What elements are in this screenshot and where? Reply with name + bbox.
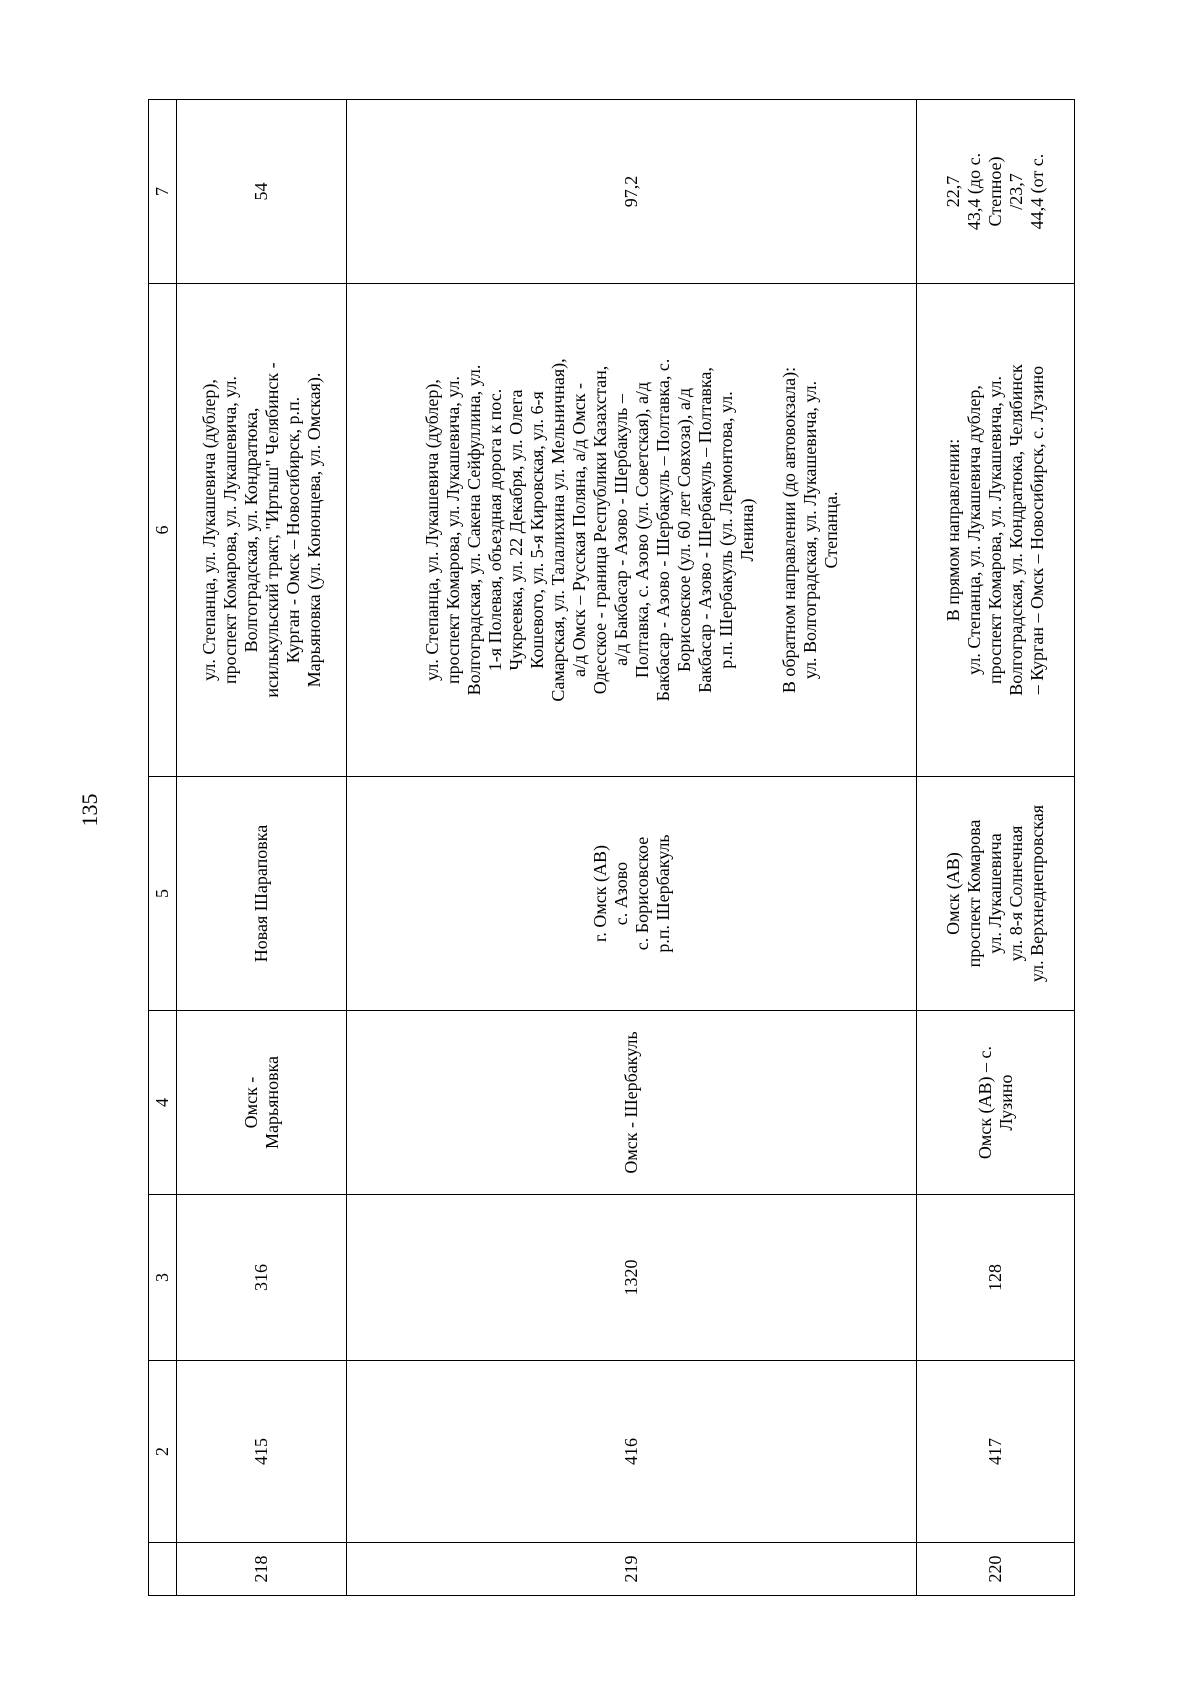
length-value: 44,4 (от с. [1027,153,1047,230]
stop-name: ул. Лукашевича [985,833,1005,954]
header-col-2: 2 [149,1361,177,1543]
street-line: Одесское - граница Республики Казахстан, [589,365,610,695]
street-line: Ленина) [736,498,757,562]
stop-name: проспект Комарова [964,819,984,968]
routes-table [148,99,1075,1596]
paragraph-gap [758,289,779,771]
length-value: 43,4 (до с. [964,152,984,231]
header-col-5: 5 [149,777,177,1011]
route-length [347,100,917,284]
street-line: Бакбасар - Азово - Шербакуль – Полтавка, с. [652,358,673,702]
length-value: 54 [251,182,271,201]
route-name-line: Омск - Шербакуль [621,1031,641,1174]
header-col-1 [149,1543,177,1596]
length-value: 97,2 [621,175,641,208]
stop-name: ул. Верхнеднепровская [1027,804,1047,983]
row-number: 219 [347,1543,917,1596]
street-line: Волгоградская, ул. Сакена Сейфуллина, ул. [463,364,484,696]
header-col-6: 6 [149,284,177,777]
length-value: 22,7 [943,175,963,208]
page-number: 135 [77,793,102,827]
street-line: а/д Бакбасар - Азово - Шербакуль – [610,394,631,666]
stops-cell [177,777,347,1011]
street-line-back: ул. Волгоградская, ул. Лукашевича, ул. [799,380,820,680]
street-line: Курган - Омск – Новосибирск, р.п. [282,396,303,664]
streets-cell [917,284,1075,777]
street-line: а/д Омск – Русская Поляна, а/д Омск - [568,383,589,677]
length-value: Степное) [985,156,1005,227]
registration-number: 316 [177,1195,347,1361]
street-line: Борисовское (ул. 60 лет Совхоза), а/д [673,388,694,672]
header-row [149,100,177,1596]
street-line: ул. Степанца, ул. Лукашевича (дублер), [198,379,219,681]
street-line: Кошевого, ул. 5-я Кировская, ул. 6-я [526,391,547,669]
route-name [917,1011,1075,1195]
streets-cell [347,284,917,777]
table-row [177,100,347,1596]
street-line-back: В обратном направлении (до автовокзала): [778,366,799,694]
street-line: В прямом направлении: [943,438,963,622]
street-line: Волгоградская, ул. Кондратюка, [240,407,261,653]
stop-name: Новая Шараповка [251,824,271,963]
stops-cell [347,777,917,1011]
route-name-line: Марьяновка [261,1055,282,1150]
stop-name: с. Азово [610,861,631,926]
length-value: /23,7 [1006,173,1026,210]
street-line: проспект Комарова, ул. Лукашевича, ул. [442,376,463,684]
street-line: 1-я Полевая, объездная дорога к пос. [484,388,505,672]
route-number: 417 [917,1361,1075,1543]
registration-number: 1320 [347,1195,917,1361]
route-name-line: Лузино [995,1074,1016,1131]
street-line: ул. Степанца, ул. Лукашевича (дублер), [421,379,442,681]
street-line: р.п. Шербакуль (ул. Лермонтова, ул. [715,391,736,669]
street-line: Полтавка, с. Азово (ул. Советская), а/д [631,381,652,679]
street-line: проспект Комарова, ул. Лукашевича, ул. [985,376,1005,684]
row-number: 220 [917,1543,1075,1596]
registration-number: 128 [917,1195,1075,1361]
header-col-3: 3 [149,1195,177,1361]
street-line: Марьяновка (ул. Кононцева, ул. Омская). [303,372,324,688]
route-length [917,100,1075,284]
header-col-4: 4 [149,1011,177,1195]
street-line-back: Степанца. [820,491,841,569]
street-line: Волгоградская, ул. Кондратюка, Челябинск [1006,364,1026,696]
street-line: проспект Комарова, ул. Лукашевича, ул. [219,376,240,684]
street-line: исилькульский тракт, "Иртыш" Челябинск - [261,362,282,698]
route-number: 416 [347,1361,917,1543]
table-row [917,100,1075,1596]
rotated-table-container [148,100,1074,1596]
stop-name: р.п. Шербакуль [652,834,673,953]
route-length [177,100,347,284]
route-name-line: Омск (АВ) – с. [974,1045,995,1160]
street-line: ул. Степанца, ул. Лукашевича дублер, [964,385,984,675]
row-number: 218 [177,1543,347,1596]
route-name-line: Омск - [240,1076,261,1129]
stops-cell [917,777,1075,1011]
stop-name: ул. 8-я Солнечная [1006,825,1026,962]
table-row [347,100,917,1596]
route-name [347,1011,917,1195]
stop-name: Омск (АВ) [943,852,963,935]
route-number: 415 [177,1361,347,1543]
stop-name: г. Омск (АВ) [589,845,610,942]
route-name [177,1011,347,1195]
street-line: Бакбасар - Азово - Шербакуль – Полтавка, [694,367,715,693]
streets-cell [177,284,347,777]
header-col-7: 7 [149,100,177,284]
street-line: Самарская, ул. Талалихина ул. Мельничная), [547,358,568,702]
street-line: – Курган – Омск – Новосибирск, с. Лузино [1027,365,1047,695]
stop-name: с. Борисовское [631,836,652,951]
street-line: Чукреевка, ул. 22 Декабря, ул. Олега [505,389,526,671]
